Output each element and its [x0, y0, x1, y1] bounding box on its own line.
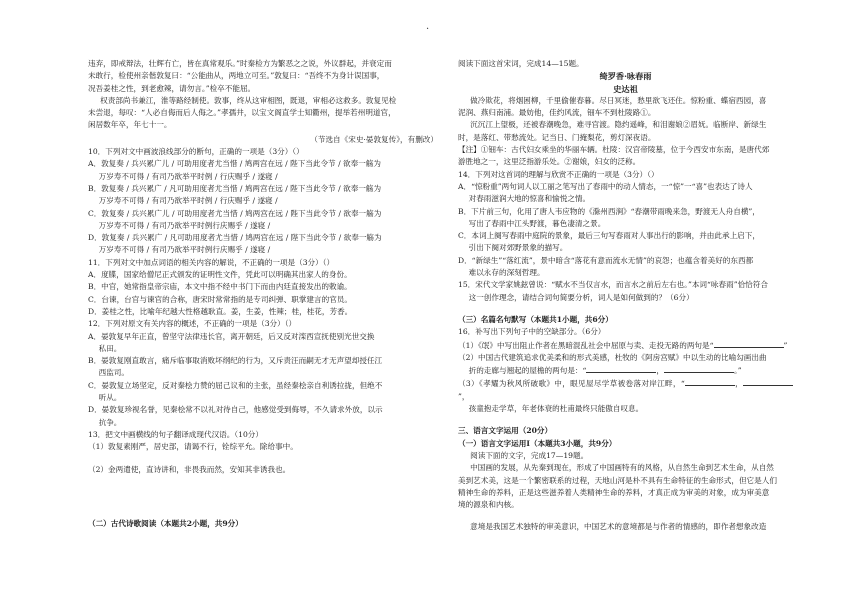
question-stem: 15．宋代文学家姚鉉曾说：“赋水不当仅言水，而言水之前后左右也。”本词“咏春雨”恰恰符合: [458, 280, 768, 290]
option-d: D．“新绿生”“落红流”，景中暗含“落花有意而流水无情”的哀怨；也蕴含着美好的东西都: [458, 255, 754, 265]
question-13: [88, 429, 438, 476]
essay-line: 精神生命的养料，正是这些滋养着人类精神生命的养料，才真正成为审美的对象，成为审美意: [458, 487, 770, 497]
fill-text: ”，: [458, 391, 470, 401]
answer-blank[interactable]: [664, 364, 734, 373]
question-11: [88, 257, 438, 318]
question-10: [88, 146, 438, 257]
poem-line: 沉沉江上望极，还被春潮晚急，难寻官渡。隐约遥峰，和泪谢娘②眉妩。临断岸、新绿生: [470, 120, 767, 130]
option-d: D．晏敦复珍视名誉，见秦桧常不以礼对待自己，他感觉受到侮辱，不久请求外放，以示: [88, 405, 383, 415]
option-c: C．敦复奏 / 兵兴累广儿 / 可助用度者尤当惜 / 鸠两宫在远 / 陛下当此令节 / 欲奉一觞为: [88, 208, 382, 218]
left-column: [88, 58, 438, 530]
fill-text: （1）《氓》中写出阻止作者在黑暗混乱社会中屈原与卖、走投无路的两句是“: [458, 340, 714, 350]
answer-blank[interactable]: [743, 377, 793, 386]
fill-item-3-cont: 孩童抱走学草，年老体衰的杜甫最终只能傲自叹息。: [468, 404, 644, 414]
poem-note: 游胜地之一，这里泛指游乐处。②谢娘，妇女的泛称。: [458, 157, 641, 167]
fill-item-2-line: （2）中国古代建筑追求优美柔和的形式美感，杜牧的《阿房宫赋》中以生动的比喻勾画出曲: [458, 352, 767, 362]
answer-blank[interactable]: [714, 339, 784, 348]
poem-line: 做冷欺花，将烟困柳，千里偷催春暮。尽日冥迷，愁里欲飞还住。惊粉重、蝶宿西园，喜: [470, 95, 767, 105]
fill-item-2: [458, 364, 793, 377]
option-a-cont: 对春雨滋润大地的惊喜和愉悦之情。: [468, 194, 591, 204]
essay-line: 意境是我国艺术独特的审美意识，中国艺术的意境都是与作者的情感的，即作者想象改造: [470, 522, 767, 532]
fill-text: （3）《孝耀为秋风所破歌》中，眼见屋尽学草被卷落对岸江畔，“: [458, 379, 685, 389]
question-stem: 11．下列对文中加点词语的相关内容的解说，不正确的一项是（3分）（）: [88, 257, 335, 267]
question-stem: 14．下列对这首词的理解与欣赏不正确的一项是（3分）（）: [458, 169, 659, 179]
option-b-cont: 写出了春雨中江头野渡，暮色凄清之景。: [468, 218, 606, 228]
option-d-cont: 抗争。: [98, 417, 122, 427]
fill-text: ，: [656, 366, 665, 376]
fill-item-1: [458, 339, 793, 352]
question-stem: 13．把文中画横线的句子翻译成现代汉语。（10分）: [88, 429, 263, 439]
passage-line: 权责部尚书兼江，淮等路经制使。敦事，终从这审相图，既退，审相必这救多。敦复见检: [100, 95, 397, 105]
poem-title: 绮罗香·咏春雨: [599, 71, 652, 82]
option-b: B．下片前三句，化用了唐人韦应物的《滁州西涧》“春潮带雨晚来急，野渡无人舟自横”，: [458, 206, 760, 216]
header-dot: ·: [426, 24, 430, 35]
question-stem: 12．下列对原文有关内容的概述，不正确的一项是（3分）（）: [88, 319, 297, 329]
option-c: C．晏敦复立场坚定，反对秦桧力赞的屈己议和的主张，虽经秦桧亲自利诱拉拢，但绝不: [88, 380, 383, 390]
option-c-cont: 听从。: [98, 393, 122, 403]
passage-line: 况吾姜桂之性，到老愈辣，请勿言。”检卒不能屈。: [88, 83, 256, 93]
right-column: [458, 58, 793, 534]
passage-source: （节选自《宋史·晏敦复传》，有删改）: [310, 134, 438, 144]
option-c-cont: 万岁寿不可得 / 有司乃欲举平时例行庆赐乎 / 遂寝 /: [98, 220, 271, 230]
fill-text: ，: [734, 379, 743, 389]
passage-line: 违弃，即戒辩法，壮辉冇亡，皆在真常观乐。”时秦检方为繁恶之之说，外议群起，并衰定而: [88, 59, 392, 68]
reading-intro: 阅读下面这首宋词，完成14—15题。: [458, 59, 584, 68]
question-14: [458, 169, 793, 280]
question-stem-cont: 这一创作理念，请结合词句简要分析，词人是如何做到的？（6分）: [468, 292, 694, 302]
option-c-cont: 引出下阕对郊野景象的描写。: [468, 243, 568, 253]
sentence-1: （1）敦复素刚严，居史部，请谒不行，铨综平允。除给事中。: [88, 442, 298, 452]
option-a: A．晏敦复早年正直，曾坚守法律违长官，离开朝廷，后又反对滦西宣抚使别光世交换: [88, 331, 375, 341]
poem-line: 时，是落红、带愁流处。记当日、门掩梨花，剪灯深夜语。: [458, 132, 656, 142]
essay: [458, 462, 793, 533]
passage-line: 未尝退，每叹：“人必自侮而后人侮之。”孝孺井，以宝文阁直学士知衢州，提举若州明道官，: [88, 108, 396, 118]
question-12: [88, 318, 438, 429]
section-heading: （三）名篇名句默写（本题共1小题，共6分）: [458, 314, 613, 324]
option-a-cont: 私田。: [98, 343, 122, 353]
option-a: A．敦复奏 / 兵兴累广儿 / 可助用度者尤当惜 / 鸠两宫在远 / 陛下当此令节 / 欲奉一觞为: [88, 159, 382, 169]
passage-line: 未敢行，检使州亲偕敦复曰：“公能曲从，两地立可至。”敦复曰：“吾终不为身计误国事，: [88, 71, 385, 81]
subsection-heading: （一）语言文字运用Ⅰ（本题共3小题，共9分）: [458, 438, 617, 448]
passage: [88, 58, 438, 146]
question-stem: 10．下列对文中画波浪线部分的断句，正确的一项是（3分）（）: [88, 147, 304, 157]
option-b: B．敦复奏 / 兵兴累广 / 凡可助用度者尤当惜 / 鸠两宫在远 / 陛下当此令节 / 欲奉一觞为: [88, 183, 382, 193]
option-c: C．台谏，台官与谏官的合称，唐宋时常常指的是专司纠弹、职掌建言的官员。: [88, 294, 352, 304]
fill-text: ”: [783, 340, 788, 350]
option-a: A．度牒，国家给僧尼正式颁发的证明性文件，凭此可以明确其出家人的身份。: [88, 270, 352, 280]
sentence-2: （2）金两遣使，直诗讲和，非畏我而然，安知其非诱我也。: [88, 464, 291, 474]
fill-text: 折的走廊与翘起的屋檐的两句是：“: [468, 366, 587, 376]
option-d: D．姜桂之性，比喻年纪越大性格越耿直。姜，生姜，性辣；桂，桂花，芳香。: [88, 306, 353, 316]
option-d-cont: 万岁寿不可得 / 有司乃欲举平时例行庆赐乎 / 遂寝 /: [98, 245, 271, 255]
option-b-cont: 西监司。: [98, 368, 129, 378]
poem-line: 泥润、燕归南浦。最妨他，佳约风流，钿车不到杜陵路①。: [458, 108, 656, 118]
option-d: D．敦复奏 / 兵兴累广 / 凡可助用度者尤当惜 / 鸠两宫在远 / 陛下当此令节 / 欲奉一觞为: [88, 233, 382, 243]
answer-blank[interactable]: [586, 364, 656, 373]
option-a: A．“惊粉重”两句词人以工丽之笔写出了春雨中的动人情态，一“惊”一“喜”也表达了诗人: [458, 181, 753, 191]
essay-line: 境的源泉和内核。: [458, 500, 519, 510]
passage-line: 闲居数年卒，年七十一。: [88, 120, 172, 130]
essay-line: 美到艺术美，这是一个繁密联系的过程，天地山河是朴不具有生命特征的生命形式，但它是人们: [458, 475, 777, 485]
poem-author: 史达祖: [613, 83, 638, 94]
section-heading: （二）古代诗歌阅读（本题共2小题，共9分）: [88, 518, 243, 528]
option-a-cont: 万岁寿不可得 / 有司乃欲举平时例 / 行庆赐乎 / 遂寝 /: [98, 171, 278, 181]
section-heading: 三、语言文字运用（20分）: [458, 426, 553, 436]
poem-body: [458, 95, 793, 144]
option-b: B．中官，她常指皇帝宗庙，本文中指不经中书门下而由内廷直接发出的敕谕。: [88, 282, 352, 292]
question-16: [458, 326, 793, 415]
option-d-cont: 难以永存的深刻哲理。: [468, 268, 545, 278]
option-b-cont: 万岁寿不可得 / 有司乃欲举平时例 / 行庆赐乎 / 遂寝 /: [98, 196, 278, 206]
fill-item-3: [458, 377, 793, 403]
answer-blank[interactable]: [685, 377, 735, 386]
poem-note: 【注】①钿车：古代妇女乘坐的华丽车辆。杜陵：汉宫帝陵墓，位于今西安市东南，是唐代郊: [458, 145, 770, 155]
reading-intro: 阅读下面的文字，完成17—19题。: [470, 450, 589, 460]
option-b: B．晏敦复刚直敢言，痛斥临事取消败坏纲纪的行为，又斥责汪而嗣无才无声望却授任江: [88, 356, 383, 366]
fill-text: 。”: [734, 366, 742, 376]
option-c: C．本词上阕写春雨中庭院的景象，最后三句写春雨对人事出行的影响，并由此承上启下，: [458, 231, 760, 241]
question-stem: 16．补写出下列句子中的空缺部分。（6分）: [458, 327, 606, 337]
essay-line: 中国画的发展，从先秦到现在，形成了中国画特有的风格，从自然生命到艺术生命，从自然: [470, 463, 774, 473]
question-15: [458, 279, 793, 304]
